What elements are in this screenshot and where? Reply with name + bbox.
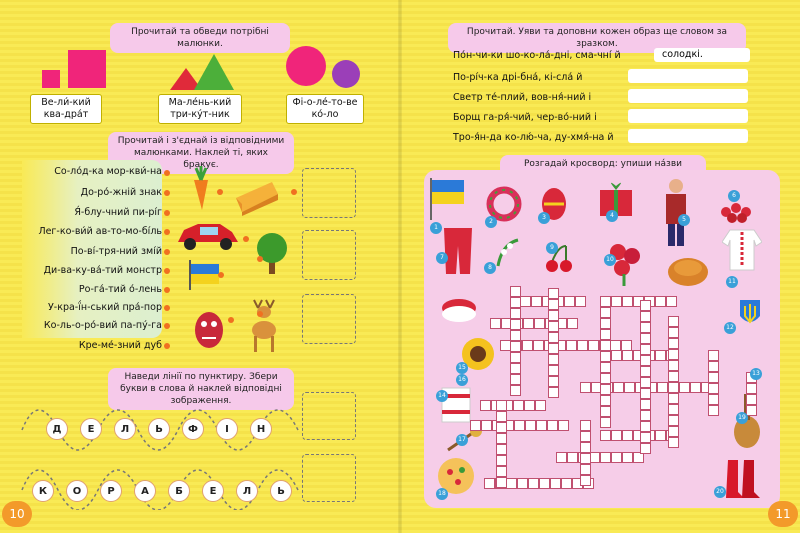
crossword-cell[interactable] [611, 452, 622, 463]
crossword-cell[interactable] [539, 478, 550, 489]
crossword-cell[interactable] [580, 453, 591, 464]
instruction-5: Розгадай кросворд: упиши на́зви [500, 155, 706, 185]
crossword-cell[interactable] [600, 362, 611, 373]
phrase-10: Кре-ме́-зний дуб [78, 340, 162, 351]
phrase-5: По-ві́-тря-ний змі́й [70, 246, 162, 257]
trident-icon [738, 298, 762, 328]
crossword-cell[interactable] [600, 452, 611, 463]
sentence-2: По-рі́ч-ка дрі-бна́, кі-сла́ й [453, 72, 583, 83]
answer-box-1[interactable]: солодкі. [654, 48, 750, 62]
carrot-icon[interactable] [184, 166, 218, 212]
crossword-cell[interactable] [640, 344, 651, 355]
crossword-cell[interactable] [510, 385, 521, 396]
dot-left-2[interactable] [164, 190, 170, 196]
dot-right-5[interactable] [218, 272, 224, 278]
crossword-cell[interactable] [640, 399, 651, 410]
clue-number-3: 3 [538, 212, 550, 224]
dot-right-4[interactable] [257, 256, 263, 262]
letter-circle-2-4[interactable]: А [134, 480, 156, 502]
big-square-shape[interactable] [68, 50, 106, 88]
crossword-cell[interactable] [640, 421, 651, 432]
crossword-cell[interactable] [548, 310, 559, 321]
dot-right-7[interactable] [257, 311, 263, 317]
clue-number-6: 6 [728, 190, 740, 202]
sticker-box-2[interactable] [302, 230, 356, 280]
crossword-cell[interactable] [746, 405, 757, 416]
crossword-cell[interactable] [640, 388, 651, 399]
clue-number-10: 10 [604, 254, 616, 266]
crossword-cell[interactable] [640, 355, 651, 366]
crossword-cell[interactable] [668, 338, 679, 349]
crossword-cell[interactable] [600, 340, 611, 351]
crossword-cell[interactable] [510, 319, 521, 330]
crossword-cell[interactable] [622, 350, 633, 361]
dot-left-5[interactable] [164, 249, 170, 255]
crossword-cell[interactable] [534, 318, 545, 329]
dot-left-1[interactable] [164, 170, 170, 176]
crossword-cell[interactable] [510, 297, 521, 308]
book-spine [398, 0, 402, 533]
crossword-cell[interactable] [668, 327, 679, 338]
crossword-cell[interactable] [517, 478, 528, 489]
crossword-cell[interactable] [567, 452, 578, 463]
crossword-cell[interactable] [510, 374, 521, 385]
crossword-cell[interactable] [640, 443, 651, 454]
red-boots-icon [724, 458, 760, 500]
big-triangle-shape [194, 54, 234, 90]
crossword-cell[interactable] [708, 350, 719, 361]
crossword-cell[interactable] [558, 420, 569, 431]
phrase-1: Со-ло́д-ка мор-кви́-на [54, 166, 162, 177]
dot-left-4[interactable] [164, 229, 170, 235]
dot-left-10[interactable] [164, 343, 170, 349]
crossword-cell[interactable] [525, 420, 536, 431]
crossword-cell[interactable] [611, 296, 622, 307]
crossword-cell[interactable] [548, 299, 559, 310]
letter-circle-1-1[interactable]: Д [46, 418, 68, 440]
clue-number-11: 11 [726, 276, 738, 288]
crossword-cell[interactable] [496, 477, 507, 488]
instruction-2: Прочитай і з'єднай із відповідними малюнками. Наклей ті, яких бракує. [108, 132, 294, 174]
crossword-cell[interactable] [496, 444, 507, 455]
crossword-cell[interactable] [668, 371, 679, 382]
crossword-cell[interactable] [657, 382, 668, 393]
crossword-cell[interactable] [484, 478, 495, 489]
sentence-3: Светр те́-плий, вов-ня́-ний і [453, 92, 592, 103]
crossword-cell[interactable] [668, 316, 679, 327]
crossword-cell[interactable] [580, 442, 591, 453]
answer-box-4[interactable] [628, 109, 748, 123]
sticker-box-1[interactable] [302, 168, 356, 218]
crossword-cell[interactable] [550, 478, 561, 489]
crossword-cell[interactable] [640, 410, 651, 421]
crossword-cell[interactable] [547, 420, 558, 431]
small-square-shape[interactable] [42, 70, 60, 88]
letter-circle-2-3[interactable]: Р [100, 480, 122, 502]
crossword-cell[interactable] [640, 300, 651, 311]
crossword-cell[interactable] [708, 394, 719, 405]
crossword-cell[interactable] [575, 296, 586, 307]
crossword-cell[interactable] [580, 431, 591, 442]
crossword-cell[interactable] [564, 296, 575, 307]
crossword-cell[interactable] [668, 360, 679, 371]
page-number-left: 10 [2, 501, 32, 527]
crossword-cell[interactable] [640, 333, 651, 344]
crossword-cell[interactable] [556, 452, 567, 463]
phrase-2: До-ро́-жній знак [80, 187, 162, 198]
oak-tree-icon[interactable] [252, 232, 292, 274]
clue-number-8: 8 [484, 262, 496, 274]
crossword-cell[interactable] [580, 420, 591, 431]
crossword-cell[interactable] [640, 366, 651, 377]
clue-number-20: 20 [714, 486, 726, 498]
crossword-cell[interactable] [746, 394, 757, 405]
phrases-list [22, 160, 162, 351]
clue-number-15: 15 [456, 362, 468, 374]
dot-right-1[interactable] [217, 189, 223, 195]
crossword-cell[interactable] [622, 296, 633, 307]
deer-icon[interactable] [244, 298, 284, 354]
dot-left-7[interactable] [164, 287, 170, 293]
crossword-cell[interactable] [548, 288, 559, 299]
phrase-8: У-кра-ї́н-ський пра́-пор [48, 302, 162, 313]
crossword-cell[interactable] [510, 286, 521, 297]
crossword-cell[interactable] [708, 383, 719, 394]
phrase-3: Я́-блу-чний пи-рі́г [74, 207, 162, 218]
crossword-cell[interactable] [622, 452, 633, 463]
crossword-cell[interactable] [481, 420, 492, 431]
crossword-cell[interactable] [567, 318, 578, 329]
crossword-cell[interactable] [668, 393, 679, 404]
crossword-cell[interactable] [600, 395, 611, 406]
label-big-square: Ве-ли́-кий ква-дра́т [30, 94, 102, 124]
crossword-cell[interactable] [496, 433, 507, 444]
dot-left-9[interactable] [164, 323, 170, 329]
crossword-cell[interactable] [496, 411, 507, 422]
sentence-1: По́н-чи-ки шо-ко-ла́-дні, сма-чні́ й [453, 50, 621, 61]
crossword-cell[interactable] [470, 420, 481, 431]
crossword-cell[interactable] [600, 373, 611, 384]
crossword-cell[interactable] [514, 420, 525, 431]
crossword-cell[interactable] [580, 382, 591, 393]
flag-icon [428, 176, 468, 220]
phrase-4: Лег-ко-ви́й ав-то-мо-бі́ль [38, 226, 162, 237]
crossword-cell[interactable] [708, 361, 719, 372]
lily-of-valley-icon [492, 238, 522, 268]
crossword-cell[interactable] [510, 363, 521, 374]
vyshyvanka-icon [722, 226, 762, 272]
crossword-cell[interactable] [600, 329, 611, 340]
crossword-cell[interactable] [600, 417, 611, 428]
clue-number-17: 17 [456, 434, 468, 446]
label-small-triangle: Ма-ле́нь-кий три-ку́т-ник [158, 94, 242, 124]
answer-box-5[interactable] [628, 129, 748, 143]
dot-left-3[interactable] [164, 210, 170, 216]
crossword-cell[interactable] [510, 308, 521, 319]
crossword-cell[interactable] [506, 478, 517, 489]
crossword-cell[interactable] [746, 383, 757, 394]
crossword-cell[interactable] [548, 387, 559, 398]
crossword-cell[interactable] [668, 404, 679, 415]
crossword-cell[interactable] [600, 307, 611, 318]
letter-circle-1-6[interactable]: І [216, 418, 238, 440]
clue-number-2: 2 [485, 216, 497, 228]
crossword-cell[interactable] [535, 400, 546, 411]
crossword-cell[interactable] [622, 430, 633, 441]
crossword-cell[interactable] [561, 478, 572, 489]
triangles-shapes[interactable] [168, 50, 238, 92]
crossword-cell[interactable] [566, 340, 577, 351]
clue-number-12: 12 [724, 322, 736, 334]
crossword-cell[interactable] [513, 400, 524, 411]
crossword-cell[interactable] [640, 311, 651, 322]
phrase-6: Ди-ва-ку-ва́-тий монстр [43, 265, 162, 276]
borshch-icon [440, 296, 478, 324]
crossword-cell[interactable] [496, 466, 507, 477]
letter-circle-2-1[interactable]: К [32, 480, 54, 502]
crossword-cell[interactable] [528, 478, 539, 489]
korovai-bread-icon [666, 252, 710, 288]
letter-circle-2-2[interactable]: О [66, 480, 88, 502]
crossword-cell[interactable] [611, 430, 622, 441]
clue-number-19: 19 [736, 412, 748, 424]
crossword-cell[interactable] [668, 382, 679, 393]
crossword-cell[interactable] [690, 382, 701, 393]
crossword-cell[interactable] [640, 322, 651, 333]
crossword-cell[interactable] [655, 350, 666, 361]
instruction-1: Прочитай та обведи потрібні малюнки. [110, 23, 290, 53]
sticker-box-dolphin[interactable] [302, 392, 356, 440]
crossword-cell[interactable] [480, 400, 491, 411]
sticker-box-3[interactable] [302, 294, 356, 344]
crossword-cell[interactable] [548, 376, 559, 387]
crossword-cell[interactable] [496, 455, 507, 466]
crossword-cell[interactable] [600, 318, 611, 329]
crossword-cell[interactable] [510, 330, 521, 341]
apple-pie-icon[interactable] [232, 176, 282, 216]
crossword-cell[interactable] [510, 341, 521, 352]
crossword-cell[interactable] [600, 430, 611, 441]
crossword-cell[interactable] [580, 464, 591, 475]
crossword-cell[interactable] [708, 372, 719, 383]
letter-circle-1-4[interactable]: Ь [148, 418, 170, 440]
car-icon[interactable] [174, 218, 242, 254]
dot-right-6[interactable] [228, 317, 234, 323]
letter-circle-2-5[interactable]: Б [168, 480, 190, 502]
letter-circle-2-7[interactable]: Л [236, 480, 258, 502]
instruction-3: Наведи лінії по пунктиру. Збери букви в слова й наклей відповідні зображення. [108, 368, 294, 410]
monster-icon[interactable] [192, 306, 226, 352]
crossword-cell[interactable] [533, 340, 544, 351]
page-number-right: 11 [768, 501, 798, 527]
crossword-cell[interactable] [531, 296, 542, 307]
answer-box-2[interactable] [628, 69, 748, 83]
letter-circle-1-2[interactable]: Е [80, 418, 102, 440]
clue-number-7: 7 [436, 252, 448, 264]
sentence-5: Тро-я́н-да ко-лю́-ча, ду-хмя́-на й [453, 132, 614, 143]
letter-circle-2-8[interactable]: Ь [270, 480, 292, 502]
crossword-cell[interactable] [510, 352, 521, 363]
crossword-cell[interactable] [490, 318, 501, 329]
dot-right-2[interactable] [291, 189, 297, 195]
cossack-icon [656, 176, 696, 248]
crossword-cell[interactable] [577, 340, 588, 351]
trace-lines[interactable] [18, 390, 308, 510]
purple-circle-shape[interactable] [332, 60, 360, 88]
crossword-cell[interactable] [640, 432, 651, 443]
clue-number-13: 13 [750, 368, 762, 380]
crossword-cell[interactable] [624, 382, 635, 393]
crossword-cell[interactable] [668, 349, 679, 360]
letter-circle-1-7[interactable]: Н [250, 418, 272, 440]
crossword-cell[interactable] [496, 400, 507, 411]
crossword-cell[interactable] [496, 422, 507, 433]
crossword-cell[interactable] [548, 365, 559, 376]
letter-circle-2-6[interactable]: Е [202, 480, 224, 502]
big-circle-shape[interactable] [286, 46, 326, 86]
crossword-cell[interactable] [580, 475, 591, 486]
phrase-9: Ко-ль-о-ро́-вий па-пу́-га [43, 320, 162, 331]
crossword-cell[interactable] [524, 400, 535, 411]
clue-number-18: 18 [436, 488, 448, 500]
crossword-cell[interactable] [520, 296, 531, 307]
crossword-cell[interactable] [548, 343, 559, 354]
crossword-cell[interactable] [655, 430, 666, 441]
crossword-cell[interactable] [668, 426, 679, 437]
crossword-cell[interactable] [523, 318, 534, 329]
clue-number-5: 5 [678, 214, 690, 226]
answer-box-3[interactable] [628, 89, 748, 103]
crossword-cell[interactable] [600, 406, 611, 417]
crossword-cell[interactable] [666, 296, 677, 307]
crossword-cell[interactable] [708, 405, 719, 416]
crossword-cell[interactable] [600, 296, 611, 307]
clue-number-1: 1 [430, 222, 442, 234]
clue-number-14: 14 [436, 390, 448, 402]
dot-left-8[interactable] [164, 305, 170, 311]
instruction-4: Прочитай. Уяви та доповни кожен образ ще словом за зразком. [448, 23, 746, 53]
crossword-cell[interactable] [640, 377, 651, 388]
clue-number-9: 9 [546, 242, 558, 254]
dot-left-6[interactable] [164, 268, 170, 274]
label-purple-circle: Фі-о-ле́-то-ве ко́-ло [286, 94, 364, 124]
crossword-cell[interactable] [613, 382, 624, 393]
phrase-7: Ро-га́-тий о́-лень [78, 284, 162, 295]
crossword-cell[interactable] [668, 415, 679, 426]
crossword-cell[interactable] [611, 350, 622, 361]
clue-number-4: 4 [606, 210, 618, 222]
crossword-cell[interactable] [548, 321, 559, 332]
crossword-cell[interactable] [600, 384, 611, 395]
crossword-cell[interactable] [548, 332, 559, 343]
crossword-cell[interactable] [600, 351, 611, 362]
sticker-box-ship[interactable] [302, 454, 356, 502]
dot-right-3[interactable] [243, 236, 249, 242]
crossword-cell[interactable] [522, 340, 533, 351]
letter-circle-1-5[interactable]: Ф [182, 418, 204, 440]
crossword-cell[interactable] [668, 437, 679, 448]
crossword-cell[interactable] [679, 382, 690, 393]
clue-number-16: 16 [456, 374, 468, 386]
crossword-cell[interactable] [536, 420, 547, 431]
sentence-4: Борщ га-ря́-чий, чер-во́-ний і [453, 112, 597, 123]
letter-circle-1-3[interactable]: Л [114, 418, 136, 440]
sharovary-icon [440, 226, 476, 276]
ukrainian-flag-icon[interactable] [188, 260, 222, 290]
crossword-cell[interactable] [655, 296, 666, 307]
crossword-cell[interactable] [588, 340, 599, 351]
crossword-cell[interactable] [548, 354, 559, 365]
